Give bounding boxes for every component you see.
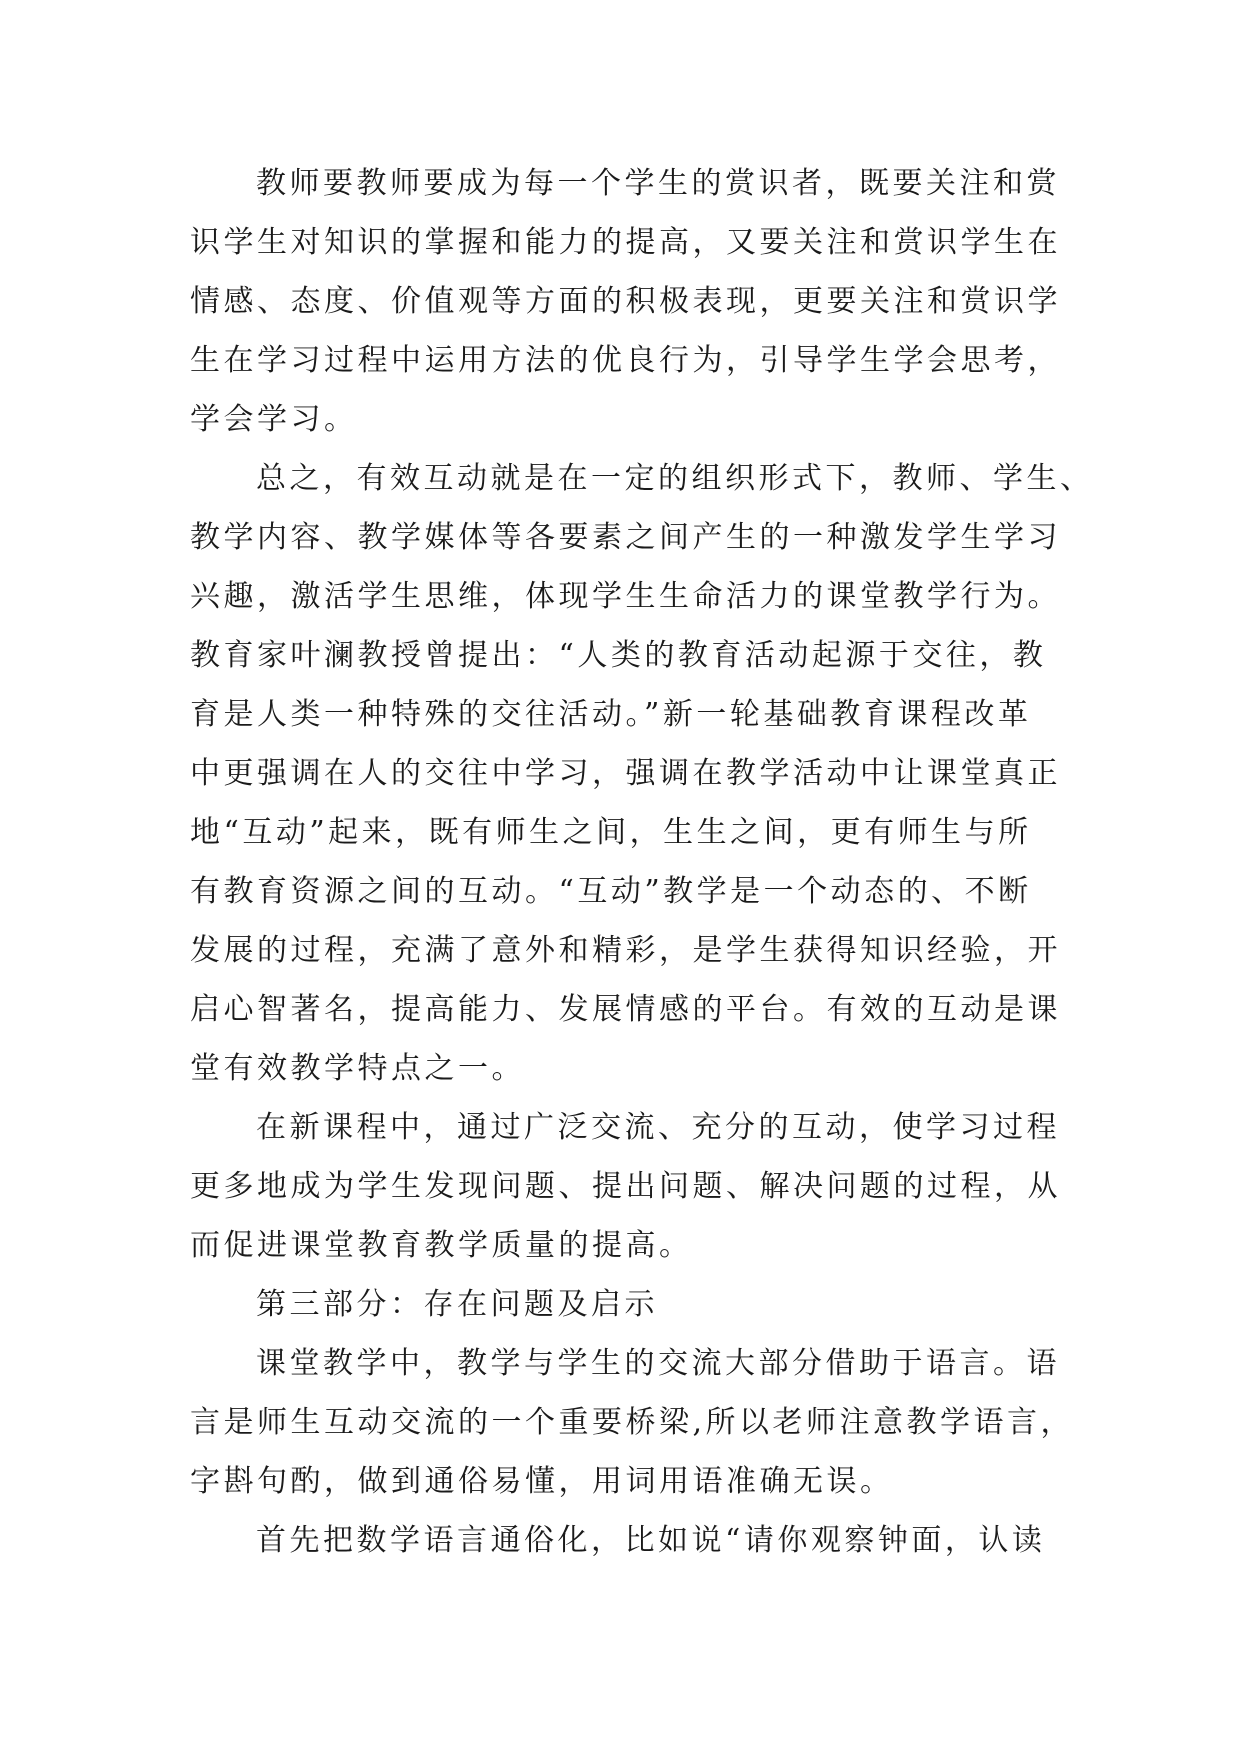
paragraph-line: 有教育资源之间的互动。“互动”教学是一个动态的、不断 — [190, 874, 1032, 909]
paragraph-line: 总之，有效互动就是在一定的组织形式下，教师、学生、 — [256, 461, 1094, 496]
document-body — [190, 154, 1094, 1570]
paragraph-line: 生在学习过程中运用方法的优良行为，引导学生学会思考， — [190, 343, 1061, 378]
paragraph-line: 言是师生互动交流的一个重要桥梁,所以老师注意教学语言， — [190, 1405, 1075, 1440]
paragraph-line: 育是人类一种特殊的交往活动。”新一轮基础教育课程改革 — [190, 697, 1032, 732]
paragraph-line: 情感、态度、价值观等方面的积极表现，更要关注和赏识学 — [190, 284, 1061, 319]
paragraph-line: 课堂教学中，教学与学生的交流大部分借助于语言。语 — [256, 1346, 1060, 1381]
paragraph-line: 地“互动”起来，既有师生之间，生生之间，更有师生与所 — [190, 815, 1032, 850]
paragraph-line: 教师要教师要成为每一个学生的赏识者，既要关注和赏 — [256, 166, 1060, 201]
paragraph-line: 教育家叶澜教授曾提出：“人类的教育活动起源于交往，教 — [190, 638, 1047, 673]
paragraph-line: 识学生对知识的掌握和能力的提高，又要关注和赏识学生在 — [190, 225, 1061, 260]
paragraph-line: 发展的过程，充满了意外和精彩，是学生获得知识经验，开 — [190, 933, 1061, 968]
paragraph-line: 启心智著名，提高能力、发展情感的平台。有效的互动是课 — [190, 992, 1061, 1027]
paragraph-line: 字斟句酌，做到通俗易懂，用词用语准确无误。 — [190, 1464, 894, 1499]
paragraph-line: 在新课程中，通过广泛交流、充分的互动，使学习过程 — [256, 1110, 1060, 1145]
paragraph-line: 更多地成为学生发现问题、提出问题、解决问题的过程，从 — [190, 1169, 1061, 1204]
paragraph-line: 首先把数学语言通俗化，比如说“请你观察钟面，认读 — [256, 1523, 1046, 1558]
paragraph-line: 堂有效教学特点之一。 — [190, 1051, 525, 1086]
paragraph-line: 而促进课堂教育教学质量的提高。 — [190, 1228, 693, 1263]
paragraph-line: 兴趣，激活学生思维，体现学生生命活力的课堂教学行为。 — [190, 579, 1061, 614]
paragraph-line: 学会学习。 — [190, 402, 358, 437]
paragraph-line: 中更强调在人的交往中学习，强调在教学活动中让课堂真正 — [190, 756, 1061, 791]
paragraph-line: 教学内容、教学媒体等各要素之间产生的一种激发学生学习 — [190, 520, 1061, 555]
section-heading: 第三部分：存在问题及启示 — [256, 1287, 658, 1322]
